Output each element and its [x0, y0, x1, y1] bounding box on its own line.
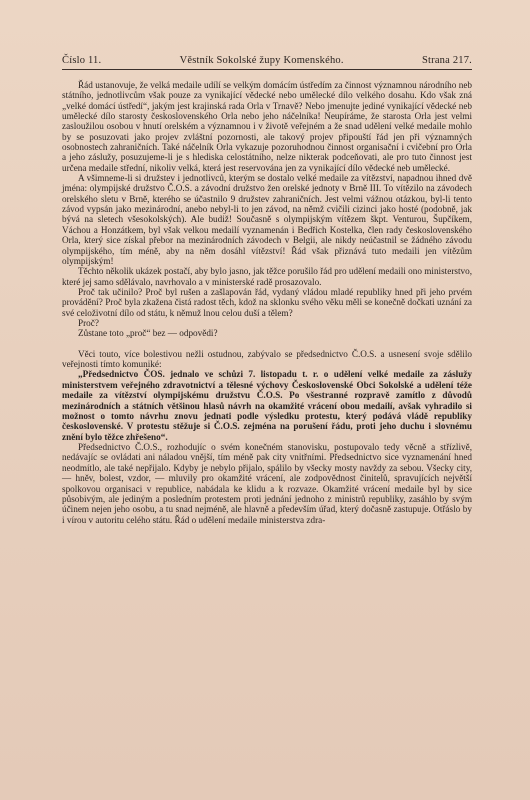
- paragraph: Věci touto, více bolestivou nežli ostudnou, zabývalo se předsednictvo Č.O.S. a usnesení svoje sdělilo veřejnosti tímto komuniké:: [62, 348, 472, 369]
- journal-title: Věstník Sokolské župy Komenského.: [179, 55, 344, 66]
- communique-quote: „Předsednictvo ČOS. jednalo ve schůzi 7. listopadu t. r. o udělení velké medaile za záslužy ministerstvem veřejného zdravotnictví a tělesné výchovy Československé Obci Sokolské a udělení téže medaile za vítězství olympijskému družstvu Č.O.S. Po všestranné rozpravě zamítlo z důvodů mezinárodních a státních většinou hlasů návrh na okamžité vrácení obou medailí, avšak vyhradilo si možnost o tomto návrhu znovu jednati podle výsledku protestu, který podává vládě republiky československé. V protestu stěžuje si Č.O.S. zejména na porušení řádu, proti jeho duchu i slovnému znění bylo těžce zhřešeno“.: [62, 369, 472, 442]
- section-gap: [62, 339, 472, 349]
- paragraph: Zůstane toto „proč“ bez — odpovědi?: [78, 328, 218, 339]
- header-rule: [62, 69, 472, 70]
- paragraph: A všimneme-li si družstev i jednotlivců, kterým se dostalo velké medaile za vítězství, napadnou ihned dvě jména: olympijské družstvo Č.O.S. a závodní družstvo žen orelské jednoty v Brně III. To vítězilo na závodech orelského sletu v Brně, kterého se účastnilo 9 družstev zahraničních. Jest velmi vážnou otázkou, byl-li tento závod vypsán jako mezinárodní, anebo nebyl-li to jen závod, na němž cvičili cizinci jako hosté (podobně, jak bývá na sletech všesokolských). Ale budiž! Současně s olympijským vítězem škpt. Venturou, Šupčíkem, Váchou a Honzátkem, byl však velkou medailí vyznamenán i Bedřich Kostelka, člen rady československého Orla, který sice získal přebor na mezinárodních závodech v Belgii, ale nikdy neúčastnil se žádného závodu olympijského, tím méně, aby na něm dosáhl vítězství! Řád však přiznává tuto medaili jen vítězům olympijským!: [62, 173, 472, 266]
- paragraph: Těchto několik ukázek postačí, aby bylo jasno, jak těžce porušilo řád pro udělení medaili ono ministerstvo, které jej samo sdělávalo, navrhovalo a v ministerské radě prosazovalo.: [62, 266, 472, 287]
- paragraph: Proč?: [78, 317, 99, 328]
- article-body: [62, 80, 472, 525]
- paragraph: Předsednictvo Č.O.S., rozhodujíc o svém konečném stanovisku, postupovalo tedy věcně a střízlivě, nedávajíc se ovládati ani náladou vnější, tím méně pak city vnitřními. Předsednictvo sice vyznamenání hned neodmítlo, ale také nepřijalo. Kdyby je nebylo přijalo, spálilo by všecky mosty navždy za sebou. Všecky city, — hněv, bolest, vzdor, — mluvily pro okamžité vrácení, ale zodpovědnost činitelů, spravujících největší spolkovou organisaci v republice, nabádala ke klidu a k rozvaze. Okamžité vrácení medaile byl by sice působivým, ale jediným a posledním protestem proti jednání jednoho z ministrů republiky, zasáhlo by svým účinem nejen jeho osobu, a tu snad nejméně, ale hlavně a především úřad, který dočasně zastupuje. Otřáslo by i vírou v autoritu celého státu. Řád o udělení medaile ministerstva zdra-: [62, 442, 472, 525]
- paragraph: Proč tak učinilo? Proč byl rušen a zašlapován řád, vydaný vládou mladé republiky hned při jeho prvém provádění? Proč byla zkažena čistá radost těch, kdož na sklonku svého věku měli se konečně dočkati uznání za své celoživotní dílo od státu, k němuž lnou celou duší a tělem?: [62, 286, 472, 318]
- running-header: [62, 55, 472, 66]
- issue-number: Číslo 11.: [62, 55, 102, 66]
- paragraph: Řád ustanovuje, že velká medaile udílí se velkým domácím ústředím za činnost významnou národního neb státního, jednotlivcům však pouze za vynikající vědecké nebo umělecké dílo velkého dosahu. Kdo však zná „velké domácí ústředí“, jakým jest krajinská rada Orla v Trnavě? Nebo jmenujte jediné vynikající vědecké neb umělecké dílo starosty československého Orla nebo jeho náčelníka! Neupíráme, že starosta Orla jest velmi zasloužilou osobou v hnutí orelském a významnou i v životě veřejném a že snad udělení velké medaile mohlo by se posuzovati jako projev zvláštní pozornosti, ale takový projev připouští řád jen při významných osobnostech zahraničních. Také náčelník Orla vykazuje pozoruhodnou činnost organisační i cvičební pro Orla a jeho záslužy, posuzujeme-li je s hlediska celostátního, nelze nikterak podceňovati, ale pro tuto činnost jest určena medaile střední, nikoliv velká, která jest reservována jen za vynikající dílo vědecké neb umělecké.: [62, 80, 472, 173]
- page-number: Strana 217.: [421, 55, 472, 66]
